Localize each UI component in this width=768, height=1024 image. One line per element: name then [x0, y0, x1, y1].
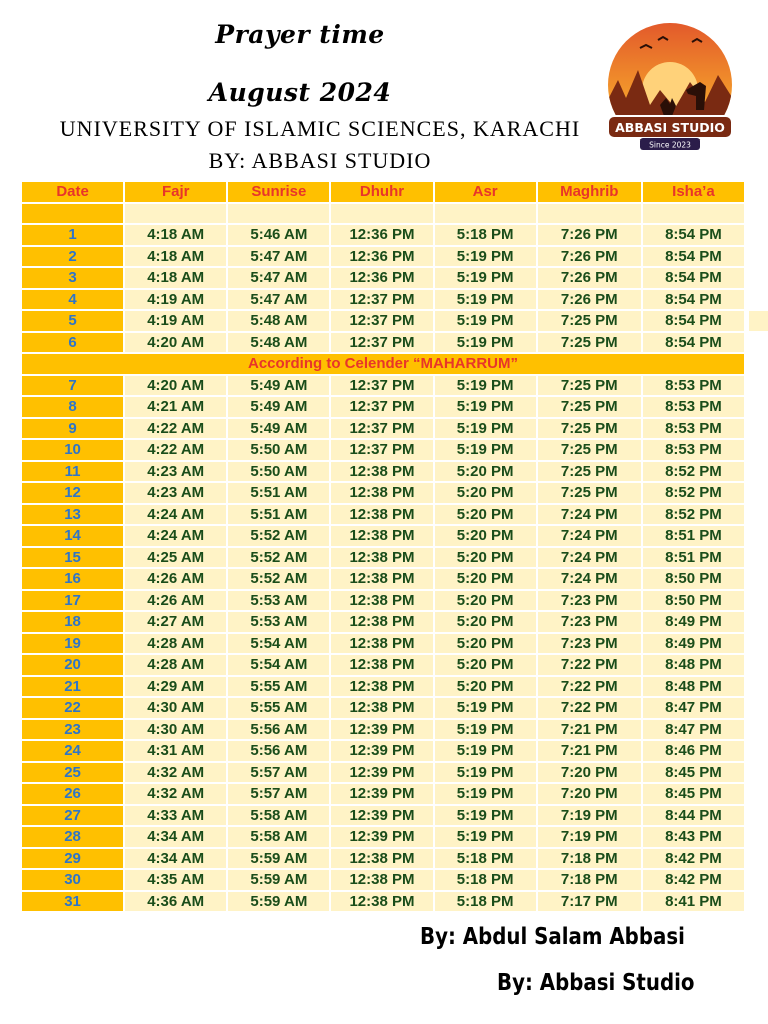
- time-cell: 5:19 PM: [435, 440, 536, 460]
- col-header-dhuhr: Dhuhr: [331, 182, 432, 202]
- time-cell: 7:26 PM: [538, 247, 641, 267]
- table-row: [22, 634, 744, 654]
- time-cell: 7:24 PM: [538, 505, 641, 525]
- table-row: [22, 440, 744, 460]
- time-cell: 7:18 PM: [538, 849, 641, 869]
- time-cell: 8:49 PM: [643, 612, 744, 632]
- date-cell: 7: [22, 376, 123, 396]
- time-cell: 7:23 PM: [538, 634, 641, 654]
- time-cell: 4:19 AM: [125, 311, 226, 331]
- date-cell: 9: [22, 419, 123, 439]
- time-cell: 5:18 PM: [435, 225, 536, 245]
- time-cell: 5:47 AM: [228, 290, 329, 310]
- time-cell: 5:53 AM: [228, 612, 329, 632]
- time-cell: 5:19 PM: [435, 247, 536, 267]
- time-cell: 5:50 AM: [228, 440, 329, 460]
- time-cell: 5:19 PM: [435, 741, 536, 761]
- time-cell: 5:19 PM: [435, 333, 536, 353]
- table-row: [22, 569, 744, 589]
- date-cell: 6: [22, 333, 123, 353]
- table-row: [22, 849, 744, 869]
- time-cell: 5:54 AM: [228, 655, 329, 675]
- spacer-row: [22, 204, 744, 224]
- time-cell: 5:19 PM: [435, 763, 536, 783]
- time-cell: 4:31 AM: [125, 741, 226, 761]
- time-cell: 4:20 AM: [125, 333, 226, 353]
- time-cell: 4:21 AM: [125, 397, 226, 417]
- time-cell: 7:18 PM: [538, 870, 641, 890]
- date-cell: 1: [22, 225, 123, 245]
- date-cell: 12: [22, 483, 123, 503]
- time-cell: 7:26 PM: [538, 290, 641, 310]
- time-cell: 4:30 AM: [125, 720, 226, 740]
- time-cell: 5:20 PM: [435, 634, 536, 654]
- time-cell: 12:38 PM: [331, 569, 432, 589]
- time-cell: 8:43 PM: [643, 827, 744, 847]
- time-cell: 4:18 AM: [125, 247, 226, 267]
- time-cell: 4:23 AM: [125, 483, 226, 503]
- time-cell: 12:38 PM: [331, 677, 432, 697]
- time-cell: 12:36 PM: [331, 247, 432, 267]
- table-row: [22, 591, 744, 611]
- time-cell: 8:53 PM: [643, 419, 744, 439]
- time-cell: 5:18 PM: [435, 870, 536, 890]
- table-row: [22, 612, 744, 632]
- table-row: [22, 419, 744, 439]
- time-cell: 8:53 PM: [643, 397, 744, 417]
- table-body: [22, 225, 744, 911]
- table-row: [22, 548, 744, 568]
- date-cell: 15: [22, 548, 123, 568]
- date-cell: 27: [22, 806, 123, 826]
- decorative-side-block: [749, 311, 768, 331]
- time-cell: 5:20 PM: [435, 591, 536, 611]
- time-cell: 8:47 PM: [643, 698, 744, 718]
- time-cell: 7:23 PM: [538, 612, 641, 632]
- time-cell: 7:24 PM: [538, 526, 641, 546]
- time-cell: 5:20 PM: [435, 677, 536, 697]
- time-cell: 5:20 PM: [435, 655, 536, 675]
- table-row: [22, 892, 744, 912]
- time-cell: 8:51 PM: [643, 526, 744, 546]
- time-cell: 7:22 PM: [538, 655, 641, 675]
- date-cell: 13: [22, 505, 123, 525]
- col-header-maghrib: Maghrib: [538, 182, 641, 202]
- time-cell: 12:38 PM: [331, 483, 432, 503]
- table-row: [22, 806, 744, 826]
- time-cell: 8:52 PM: [643, 462, 744, 482]
- table-row: [22, 462, 744, 482]
- time-cell: 5:49 AM: [228, 419, 329, 439]
- time-cell: 5:19 PM: [435, 720, 536, 740]
- time-cell: 5:19 PM: [435, 827, 536, 847]
- date-cell: 5: [22, 311, 123, 331]
- date-cell: 29: [22, 849, 123, 869]
- time-cell: 5:51 AM: [228, 483, 329, 503]
- prayer-time-table: [20, 180, 746, 913]
- time-cell: 12:38 PM: [331, 634, 432, 654]
- col-header-asr: Asr: [435, 182, 536, 202]
- time-cell: 5:19 PM: [435, 698, 536, 718]
- time-cell: 5:19 PM: [435, 268, 536, 288]
- table-row: [22, 333, 744, 353]
- table-row: [22, 290, 744, 310]
- logo-tagline: Since 2023: [649, 140, 691, 150]
- time-cell: 7:20 PM: [538, 784, 641, 804]
- time-cell: 5:19 PM: [435, 311, 536, 331]
- time-cell: 12:38 PM: [331, 892, 432, 912]
- time-cell: 5:55 AM: [228, 677, 329, 697]
- time-cell: 7:24 PM: [538, 548, 641, 568]
- time-cell: 5:19 PM: [435, 419, 536, 439]
- time-cell: 5:51 AM: [228, 505, 329, 525]
- time-cell: 7:20 PM: [538, 763, 641, 783]
- date-cell: 30: [22, 870, 123, 890]
- time-cell: 12:37 PM: [331, 376, 432, 396]
- table-row: [22, 741, 744, 761]
- date-cell: 16: [22, 569, 123, 589]
- time-cell: 5:57 AM: [228, 763, 329, 783]
- date-cell: 28: [22, 827, 123, 847]
- time-cell: 5:52 AM: [228, 526, 329, 546]
- date-cell: 17: [22, 591, 123, 611]
- time-cell: 12:38 PM: [331, 870, 432, 890]
- time-cell: 4:24 AM: [125, 526, 226, 546]
- time-cell: 4:29 AM: [125, 677, 226, 697]
- time-cell: 5:19 PM: [435, 290, 536, 310]
- col-header-sunrise: Sunrise: [228, 182, 329, 202]
- date-cell: 10: [22, 440, 123, 460]
- time-cell: 5:18 PM: [435, 849, 536, 869]
- date-cell: 24: [22, 741, 123, 761]
- time-cell: 4:19 AM: [125, 290, 226, 310]
- author-credit: By: Abdul Salam Abbasi: [420, 924, 685, 950]
- date-cell: 4: [22, 290, 123, 310]
- time-cell: 8:54 PM: [643, 290, 744, 310]
- time-cell: 7:25 PM: [538, 376, 641, 396]
- time-cell: 5:57 AM: [228, 784, 329, 804]
- time-cell: 4:25 AM: [125, 548, 226, 568]
- table-row: [22, 763, 744, 783]
- time-cell: 7:22 PM: [538, 677, 641, 697]
- time-cell: 4:32 AM: [125, 784, 226, 804]
- time-cell: 4:32 AM: [125, 763, 226, 783]
- time-cell: 7:25 PM: [538, 333, 641, 353]
- date-cell: 20: [22, 655, 123, 675]
- time-cell: 4:22 AM: [125, 419, 226, 439]
- time-cell: 12:39 PM: [331, 741, 432, 761]
- time-cell: 7:25 PM: [538, 419, 641, 439]
- time-cell: 8:49 PM: [643, 634, 744, 654]
- table-row: [22, 720, 744, 740]
- time-cell: 7:19 PM: [538, 827, 641, 847]
- time-cell: 12:39 PM: [331, 806, 432, 826]
- time-cell: 7:26 PM: [538, 225, 641, 245]
- time-cell: 7:19 PM: [538, 806, 641, 826]
- time-cell: 8:44 PM: [643, 806, 744, 826]
- date-cell: 26: [22, 784, 123, 804]
- time-cell: 8:54 PM: [643, 311, 744, 331]
- time-cell: 12:38 PM: [331, 698, 432, 718]
- time-cell: 5:53 AM: [228, 591, 329, 611]
- time-cell: 5:50 AM: [228, 462, 329, 482]
- time-cell: 7:26 PM: [538, 268, 641, 288]
- time-cell: 7:17 PM: [538, 892, 641, 912]
- date-cell: 23: [22, 720, 123, 740]
- time-cell: 8:54 PM: [643, 333, 744, 353]
- table-row: [22, 827, 744, 847]
- time-cell: 8:47 PM: [643, 720, 744, 740]
- time-cell: 7:21 PM: [538, 720, 641, 740]
- col-header-ishaa: Isha’a: [643, 182, 744, 202]
- time-cell: 5:59 AM: [228, 849, 329, 869]
- time-cell: 5:48 AM: [228, 311, 329, 331]
- time-cell: 5:52 AM: [228, 548, 329, 568]
- page-title: Prayer time: [215, 20, 385, 49]
- table-row: [22, 870, 744, 890]
- date-cell: 21: [22, 677, 123, 697]
- time-cell: 12:38 PM: [331, 591, 432, 611]
- time-cell: 12:39 PM: [331, 827, 432, 847]
- time-cell: 5:19 PM: [435, 376, 536, 396]
- date-cell: 22: [22, 698, 123, 718]
- date-cell: 2: [22, 247, 123, 267]
- time-cell: 12:37 PM: [331, 290, 432, 310]
- time-cell: 8:48 PM: [643, 655, 744, 675]
- table-header-row: [22, 182, 744, 202]
- table-row: [22, 698, 744, 718]
- table-row: [22, 505, 744, 525]
- time-cell: 5:56 AM: [228, 720, 329, 740]
- date-cell: 8: [22, 397, 123, 417]
- time-cell: 5:19 PM: [435, 397, 536, 417]
- time-cell: 12:38 PM: [331, 462, 432, 482]
- time-cell: 5:18 PM: [435, 892, 536, 912]
- table-row: [22, 225, 744, 245]
- time-cell: 5:58 AM: [228, 806, 329, 826]
- time-cell: 8:48 PM: [643, 677, 744, 697]
- time-cell: 5:19 PM: [435, 784, 536, 804]
- time-cell: 5:55 AM: [228, 698, 329, 718]
- table-row: [22, 376, 744, 396]
- time-cell: 7:25 PM: [538, 440, 641, 460]
- calendar-banner: According to Celender “MAHARRUM”: [22, 354, 744, 374]
- time-cell: 4:34 AM: [125, 827, 226, 847]
- studio-byline: BY: ABBASI STUDIO: [208, 148, 432, 173]
- time-cell: 12:37 PM: [331, 333, 432, 353]
- date-cell: 19: [22, 634, 123, 654]
- month-title: August 2024: [208, 78, 392, 107]
- time-cell: 12:36 PM: [331, 268, 432, 288]
- time-cell: 8:54 PM: [643, 268, 744, 288]
- time-cell: 7:21 PM: [538, 741, 641, 761]
- time-cell: 5:49 AM: [228, 397, 329, 417]
- studio-credit: By: Abbasi Studio: [497, 970, 695, 996]
- time-cell: 12:39 PM: [331, 784, 432, 804]
- date-cell: 3: [22, 268, 123, 288]
- time-cell: 4:23 AM: [125, 462, 226, 482]
- time-cell: 5:20 PM: [435, 526, 536, 546]
- time-cell: 8:54 PM: [643, 247, 744, 267]
- date-cell: 18: [22, 612, 123, 632]
- time-cell: 12:39 PM: [331, 720, 432, 740]
- time-cell: 4:26 AM: [125, 591, 226, 611]
- time-cell: 5:46 AM: [228, 225, 329, 245]
- time-cell: 4:20 AM: [125, 376, 226, 396]
- time-cell: 12:37 PM: [331, 419, 432, 439]
- time-cell: 8:54 PM: [643, 225, 744, 245]
- time-cell: 5:47 AM: [228, 268, 329, 288]
- time-cell: 12:37 PM: [331, 311, 432, 331]
- table-row: [22, 397, 744, 417]
- time-cell: 8:50 PM: [643, 569, 744, 589]
- time-cell: 5:20 PM: [435, 569, 536, 589]
- date-cell: 11: [22, 462, 123, 482]
- time-cell: 7:22 PM: [538, 698, 641, 718]
- logo-name: ABBASI STUDIO: [615, 120, 725, 135]
- time-cell: 5:59 AM: [228, 870, 329, 890]
- time-cell: 4:33 AM: [125, 806, 226, 826]
- time-cell: 7:25 PM: [538, 462, 641, 482]
- time-cell: 4:36 AM: [125, 892, 226, 912]
- table-row: [22, 655, 744, 675]
- time-cell: 5:20 PM: [435, 612, 536, 632]
- time-cell: 4:18 AM: [125, 268, 226, 288]
- time-cell: 5:58 AM: [228, 827, 329, 847]
- time-cell: 5:52 AM: [228, 569, 329, 589]
- time-cell: 8:42 PM: [643, 849, 744, 869]
- table-row: [22, 784, 744, 804]
- time-cell: 12:38 PM: [331, 849, 432, 869]
- time-cell: 12:38 PM: [331, 526, 432, 546]
- calendar-banner-row: [22, 354, 744, 374]
- time-cell: 5:20 PM: [435, 505, 536, 525]
- time-cell: 12:39 PM: [331, 763, 432, 783]
- time-cell: 8:42 PM: [643, 870, 744, 890]
- col-header-date: Date: [22, 182, 123, 202]
- time-cell: 7:23 PM: [538, 591, 641, 611]
- time-cell: 5:20 PM: [435, 483, 536, 503]
- table-row: [22, 677, 744, 697]
- time-cell: 12:36 PM: [331, 225, 432, 245]
- time-cell: 4:26 AM: [125, 569, 226, 589]
- time-cell: 12:38 PM: [331, 548, 432, 568]
- time-cell: 12:38 PM: [331, 655, 432, 675]
- time-cell: 7:25 PM: [538, 397, 641, 417]
- time-cell: 4:27 AM: [125, 612, 226, 632]
- time-cell: 5:49 AM: [228, 376, 329, 396]
- time-cell: 5:48 AM: [228, 333, 329, 353]
- time-cell: 5:19 PM: [435, 806, 536, 826]
- time-cell: 4:30 AM: [125, 698, 226, 718]
- time-cell: 8:52 PM: [643, 483, 744, 503]
- time-cell: 4:35 AM: [125, 870, 226, 890]
- time-cell: 12:38 PM: [331, 612, 432, 632]
- time-cell: 5:47 AM: [228, 247, 329, 267]
- abbasi-studio-logo: [600, 20, 740, 160]
- date-cell: 31: [22, 892, 123, 912]
- date-cell: 25: [22, 763, 123, 783]
- time-cell: 4:22 AM: [125, 440, 226, 460]
- time-cell: 8:53 PM: [643, 440, 744, 460]
- time-cell: 12:37 PM: [331, 440, 432, 460]
- time-cell: 4:28 AM: [125, 634, 226, 654]
- time-cell: 8:51 PM: [643, 548, 744, 568]
- time-cell: 4:18 AM: [125, 225, 226, 245]
- table-row: [22, 526, 744, 546]
- time-cell: 7:25 PM: [538, 483, 641, 503]
- time-cell: 5:54 AM: [228, 634, 329, 654]
- time-cell: 8:41 PM: [643, 892, 744, 912]
- col-header-fajr: Fajr: [125, 182, 226, 202]
- time-cell: 4:34 AM: [125, 849, 226, 869]
- time-cell: 5:59 AM: [228, 892, 329, 912]
- time-cell: 7:24 PM: [538, 569, 641, 589]
- time-cell: 8:52 PM: [643, 505, 744, 525]
- time-cell: 7:25 PM: [538, 311, 641, 331]
- time-cell: 12:37 PM: [331, 397, 432, 417]
- date-cell: 14: [22, 526, 123, 546]
- time-cell: 8:50 PM: [643, 591, 744, 611]
- time-cell: 5:20 PM: [435, 462, 536, 482]
- time-cell: 5:56 AM: [228, 741, 329, 761]
- time-cell: 8:45 PM: [643, 784, 744, 804]
- table-row: [22, 268, 744, 288]
- institution-name: UNIVERSITY OF ISLAMIC SCIENCES, KARACHI: [59, 116, 581, 141]
- time-cell: 12:38 PM: [331, 505, 432, 525]
- time-cell: 8:53 PM: [643, 376, 744, 396]
- table-row: [22, 483, 744, 503]
- time-cell: 4:24 AM: [125, 505, 226, 525]
- time-cell: 5:20 PM: [435, 548, 536, 568]
- time-cell: 4:28 AM: [125, 655, 226, 675]
- time-cell: 8:45 PM: [643, 763, 744, 783]
- table-row: [22, 247, 744, 267]
- time-cell: 8:46 PM: [643, 741, 744, 761]
- table-row: [22, 311, 744, 331]
